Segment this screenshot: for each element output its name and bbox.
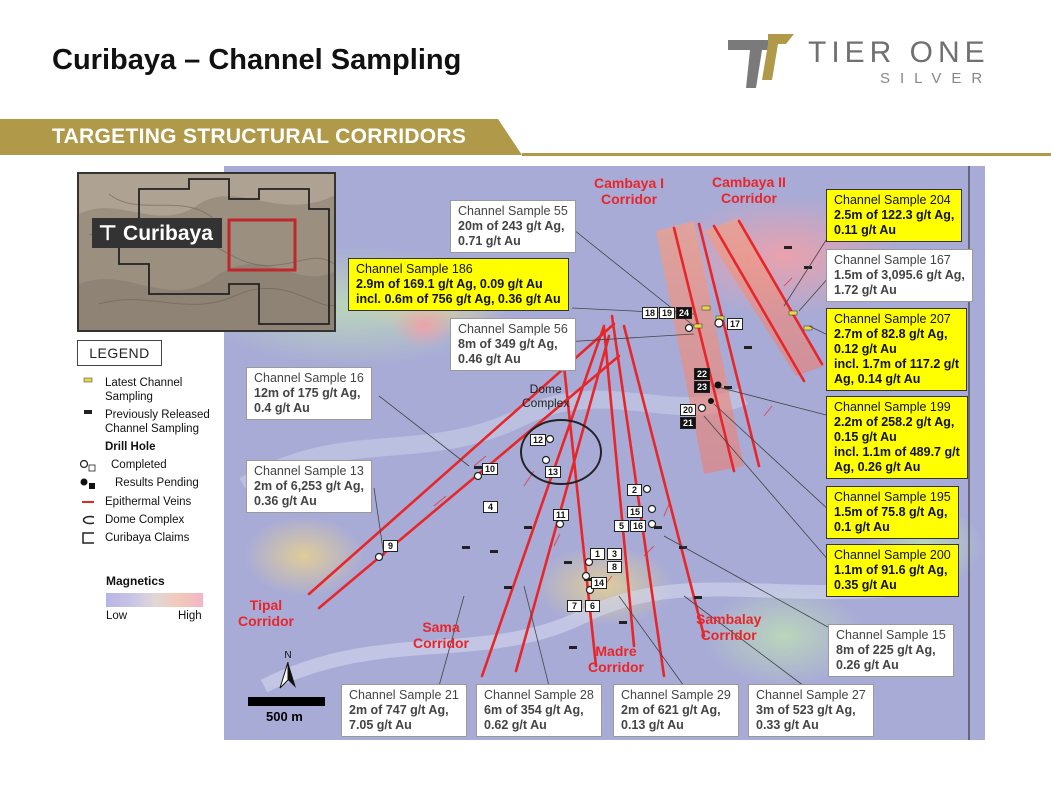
callout-body: 8m of 225 g/t Ag, 0.26 g/t Au — [836, 643, 936, 672]
callout-channel-sample-29 — [613, 684, 739, 737]
latest-channel-icon — [82, 377, 94, 383]
legend-label: Curibaya Claims — [105, 532, 190, 544]
callout-body: 3m of 523 g/t Ag, 0.33 g/t Au — [756, 703, 856, 732]
magnetics-high-label: High — [178, 610, 202, 622]
callout-channel-sample-199 — [826, 396, 968, 479]
callout-title: Channel Sample 29 — [621, 688, 731, 702]
corridor-label-madre: Madre Corridor — [588, 643, 644, 675]
legend-title: LEGEND — [77, 340, 162, 366]
locator-inset-map — [77, 172, 336, 332]
callout-channel-sample-186 — [348, 258, 569, 311]
magnetics-low-label: Low — [106, 610, 128, 622]
drill-hole-tag: 24 — [676, 307, 692, 319]
legend-label: Drill Hole — [105, 441, 156, 453]
drill-hole-tag: 18 — [642, 307, 658, 319]
callout-body: 12m of 175 g/t Ag, 0.4 g/t Au — [254, 386, 361, 415]
legend-label: Completed — [111, 459, 167, 471]
drill-hole-tag: 4 — [483, 501, 498, 513]
claims-box-icon — [82, 532, 94, 544]
callout-title: Channel Sample 195 — [834, 490, 951, 504]
drill-hole-tag: 1 — [590, 548, 605, 560]
drill-hole-tag: 16 — [630, 520, 646, 532]
callout-body: 8m of 349 g/t Ag, 0.46 g/t Au — [458, 337, 558, 366]
magnetics-colorbar — [106, 593, 203, 607]
callout-body: 1.1m of 91.6 g/t Ag, 0.35 g/t Au — [834, 563, 948, 592]
tier-one-logo-mark-icon — [728, 30, 798, 94]
legend-label: Dome Complex — [105, 514, 185, 526]
corridor-label-cambaya-2: Cambaya II Corridor — [712, 174, 786, 206]
completed-hole-icon — [79, 459, 97, 473]
callout-title: Channel Sample 207 — [834, 312, 951, 326]
drill-hole-tag: 10 — [482, 463, 498, 475]
callout-channel-sample-207 — [826, 308, 967, 391]
callout-title: Channel Sample 186 — [356, 262, 473, 276]
callout-channel-sample-15 — [828, 624, 954, 677]
drill-hole-tag: 14 — [591, 577, 607, 589]
callout-body: 2.7m of 82.8 g/t Ag, 0.12 g/t Au incl. 1.7m of 117.2 g/t Ag, 0.14 g/t Au — [834, 327, 960, 386]
drill-hole-tag: 6 — [585, 600, 600, 612]
callout-channel-sample-200 — [826, 544, 959, 597]
callout-title: Channel Sample 13 — [254, 464, 364, 478]
dome-complex-label: Dome Complex — [522, 382, 570, 410]
callout-title: Channel Sample 21 — [349, 688, 459, 702]
inset-label-box — [92, 218, 222, 248]
dome-ellipse-icon — [82, 515, 94, 525]
drill-hole-tag: 9 — [383, 540, 398, 552]
drill-hole-tag: 15 — [627, 506, 643, 518]
section-banner-text: TARGETING STRUCTURAL CORRIDORS — [52, 125, 467, 148]
callout-title: Channel Sample 200 — [834, 548, 951, 562]
callout-channel-sample-16 — [246, 367, 372, 420]
callout-channel-sample-195 — [826, 486, 959, 539]
drill-hole-tag: 23 — [694, 381, 710, 393]
drill-hole-tag: 11 — [553, 509, 569, 521]
drill-hole-tag: 17 — [727, 318, 743, 330]
callout-title: Channel Sample 199 — [834, 400, 951, 414]
callout-title: Channel Sample 204 — [834, 193, 951, 207]
tier-one-silver-logo — [728, 30, 1028, 94]
drill-hole-tag: 5 — [614, 520, 629, 532]
pending-hole-icon — [79, 477, 97, 491]
inset-label-text: Curibaya — [123, 222, 213, 245]
drill-hole-tag: 19 — [659, 307, 675, 319]
callout-title: Channel Sample 28 — [484, 688, 594, 702]
callout-channel-sample-204 — [826, 189, 962, 242]
callout-body: 6m of 354 g/t Ag, 0.62 g/t Au — [484, 703, 584, 732]
previous-channel-icon — [82, 409, 94, 415]
corridor-label-tipal: Tipal Corridor — [238, 597, 294, 629]
drill-hole-tag: 22 — [694, 368, 710, 380]
corridor-label-sambalay: Sambalay Corridor — [696, 611, 762, 643]
callout-body: 1.5m of 3,095.6 g/t Ag, 1.72 g/t Au — [834, 268, 965, 297]
inset-terrain — [79, 174, 336, 332]
drill-hole-tag: 13 — [545, 466, 561, 478]
logo-word-tier-one: TIER ONE — [808, 36, 990, 69]
legend-label: Previously Released Channel Sampling — [105, 409, 210, 435]
corridor-label-sama: Sama Corridor — [413, 619, 469, 651]
callout-channel-sample-56 — [450, 318, 576, 371]
callout-channel-sample-27 — [748, 684, 874, 737]
callout-body: 2m of 747 g/t Ag, 7.05 g/t Au — [349, 703, 449, 732]
drill-hole-tag: 2 — [627, 484, 642, 496]
logo-word-silver: SILVER — [880, 70, 993, 87]
callout-title: Channel Sample 15 — [836, 628, 946, 642]
vein-line-icon — [82, 500, 94, 504]
callout-channel-sample-28 — [476, 684, 602, 737]
drill-hole-tag: 8 — [607, 561, 622, 573]
callout-body: 2m of 6,253 g/t Ag, 0.36 g/t Au — [254, 479, 364, 508]
callout-body: 2.9m of 169.1 g/t Ag, 0.09 g/t Au incl. 0.6m of 756 g/t Ag, 0.36 g/t Au — [356, 277, 561, 306]
scale-bar-graphic — [248, 697, 325, 706]
legend-label: Results Pending — [115, 477, 199, 489]
corridor-label-cambaya-1: Cambaya I Corridor — [594, 175, 665, 207]
callout-channel-sample-167 — [826, 249, 973, 302]
drill-hole-tag: 3 — [607, 548, 622, 560]
legend-label: Latest Channel Sampling — [105, 377, 183, 403]
drill-hole-tag: 20 — [680, 404, 696, 416]
callout-body: 1.5m of 75.8 g/t Ag, 0.1 g/t Au — [834, 505, 948, 534]
callout-body: 2.2m of 258.2 g/t Ag, 0.15 g/t Au incl. 1.1m of 489.7 g/t Ag, 0.26 g/t Au — [834, 415, 960, 474]
callout-channel-sample-21 — [341, 684, 467, 737]
callout-title: Channel Sample 16 — [254, 371, 364, 385]
magnetics-title: Magnetics — [106, 574, 165, 588]
page-title: Curibaya – Channel Sampling — [52, 44, 462, 76]
callout-body: 2.5m of 122.3 g/t Ag, 0.11 g/t Au — [834, 208, 955, 237]
legend-label: Epithermal Veins — [105, 496, 192, 508]
callout-body: 2m of 621 g/t Ag, 0.13 g/t Au — [621, 703, 721, 732]
north-arrow-icon — [278, 648, 298, 692]
callout-channel-sample-55 — [450, 200, 576, 253]
drill-hole-tag: 7 — [567, 600, 582, 612]
callout-title: Channel Sample 56 — [458, 322, 568, 336]
callout-title: Channel Sample 55 — [458, 204, 568, 218]
drill-hole-tag: 12 — [530, 434, 546, 446]
tier-one-mark-icon: ⊤ — [98, 222, 118, 245]
callout-title: Channel Sample 167 — [834, 253, 951, 267]
drill-hole-tag: 21 — [680, 417, 696, 429]
north-label: N — [284, 650, 292, 661]
scale-bar-label: 500 m — [266, 709, 303, 724]
callout-channel-sample-13 — [246, 460, 372, 513]
callout-body: 20m of 243 g/t Ag, 0.71 g/t Au — [458, 219, 565, 248]
callout-title: Channel Sample 27 — [756, 688, 866, 702]
